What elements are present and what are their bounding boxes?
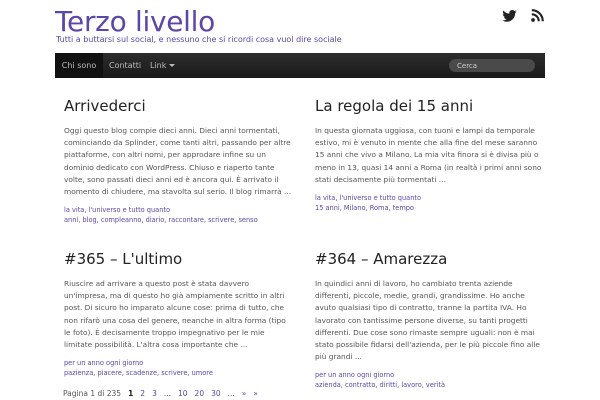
post-title[interactable]: #364 – Amarezza xyxy=(315,250,448,268)
nav-item-link-label: Link xyxy=(150,61,167,70)
site-tagline: Tutti a buttarsi sul social, e nessuno che si ricordi cosa vuol dire sociale xyxy=(56,35,342,44)
pagination-last[interactable]: » xyxy=(253,389,258,398)
pagination-ellipsis: ... xyxy=(227,389,235,398)
pagination-link[interactable]: 2 xyxy=(140,389,146,398)
post-excerpt: In questa giornata uggiosa, con tuoni e lampi da temporale estivo, mi è venuto in mente che alla fine del mese saranno 15 anni che vivo a Milano. La mia vita finora si è divisa più o meno in 13, quasi 14 anni a Roma (in realtà i primi anni sono stati decisamente più tormentati ... xyxy=(315,126,542,184)
nav-item-chi-sono[interactable]: Chi sono xyxy=(55,53,103,78)
pagination-ellipsis: ... xyxy=(163,389,171,398)
post-title[interactable]: La regola dei 15 anni xyxy=(315,97,474,115)
post-categories[interactable]: per un anno ogni giorno xyxy=(315,371,395,380)
post-card xyxy=(64,97,294,225)
post-tags[interactable]: 15 anni, Milano, Roma, tempo xyxy=(315,203,414,212)
twitter-icon[interactable] xyxy=(502,10,517,22)
pagination-link[interactable]: 10 xyxy=(178,389,188,398)
main-navbar xyxy=(55,53,545,78)
pagination-link[interactable]: 30 xyxy=(211,389,221,398)
post-tags[interactable]: pazienza, piacere, scadenze, scrivere, umore xyxy=(64,368,213,377)
post-excerpt: Oggi questo blog compie dieci anni. Dieci anni tormentati, cominciando da Splinder, come tanti altri, passando per altre piattaforme, con altri nomi, per approdare infine su un dominio dedicato con WordPress. Chiuso e riaperto tante volte, sono passati dieci anni ed è ancora qui. È arrivato il momento di chiudere, ma stavolta sul serio. Il blog rimarrà ... xyxy=(64,126,292,197)
search-input[interactable] xyxy=(449,59,535,72)
post-excerpt: Riuscire ad arrivare a questo post è stata davvero un'impresa, ma di questo ho già ampiamente scritto in altri post. Di sicuro ho imparato alcune cose: prima di tutto, che non rifarò una cosa del genere, neanche in altra forma (tipo le foto). È decisamente troppo impegnativo per le mie limitate possibilità. L'altra cosa importante che ... xyxy=(64,279,286,350)
post-card xyxy=(315,97,545,213)
post-categories[interactable]: per un anno ogni giorno xyxy=(64,359,144,368)
nav-item-link[interactable] xyxy=(150,53,175,78)
post-categories[interactable]: la vita, l'universo e tutto quanto xyxy=(315,194,422,203)
post-excerpt: In quindici anni di lavoro, ho cambiato trenta aziende differenti, piccole, medie, grandi, grandissime. Ho anche avuto qualsiasi tipo di contratto, tranne la partita IVA. Ho lavorato con tantissime persone diverse, su tanti progetti differenti. Due cose sono rimaste sempre uguali: non è mai stato possibile fidarsi dell'azienda, per le più piccole fino alle più grandi ... xyxy=(315,279,540,362)
post-card xyxy=(315,250,545,390)
social-links xyxy=(502,9,544,22)
post-categories[interactable]: la vita, l'universo e tutto quanto xyxy=(64,206,171,215)
nav-item-contatti[interactable]: Contatti xyxy=(109,61,142,70)
site-title[interactable]: Terzo livello xyxy=(55,5,215,38)
pagination xyxy=(63,389,265,398)
caret-down-icon xyxy=(169,64,175,67)
pagination-link[interactable]: 3 xyxy=(152,389,157,398)
post-title[interactable]: Arrivederci xyxy=(64,97,146,115)
pagination-current: 1 xyxy=(128,389,134,398)
post-title[interactable]: #365 – L'ultimo xyxy=(64,250,183,268)
pagination-next[interactable]: » xyxy=(241,389,247,398)
post-tags[interactable]: anni, blog, compleanno, diario, raccontare, scrivere, senso xyxy=(64,215,258,224)
pagination-info: Pagina 1 di 235 xyxy=(63,389,122,398)
pagination-link[interactable]: 20 xyxy=(194,389,205,398)
post-tags[interactable]: azienda, contratto, diritti, lavoro, verità xyxy=(315,380,446,389)
rss-icon[interactable] xyxy=(531,9,544,22)
post-card xyxy=(64,250,294,378)
